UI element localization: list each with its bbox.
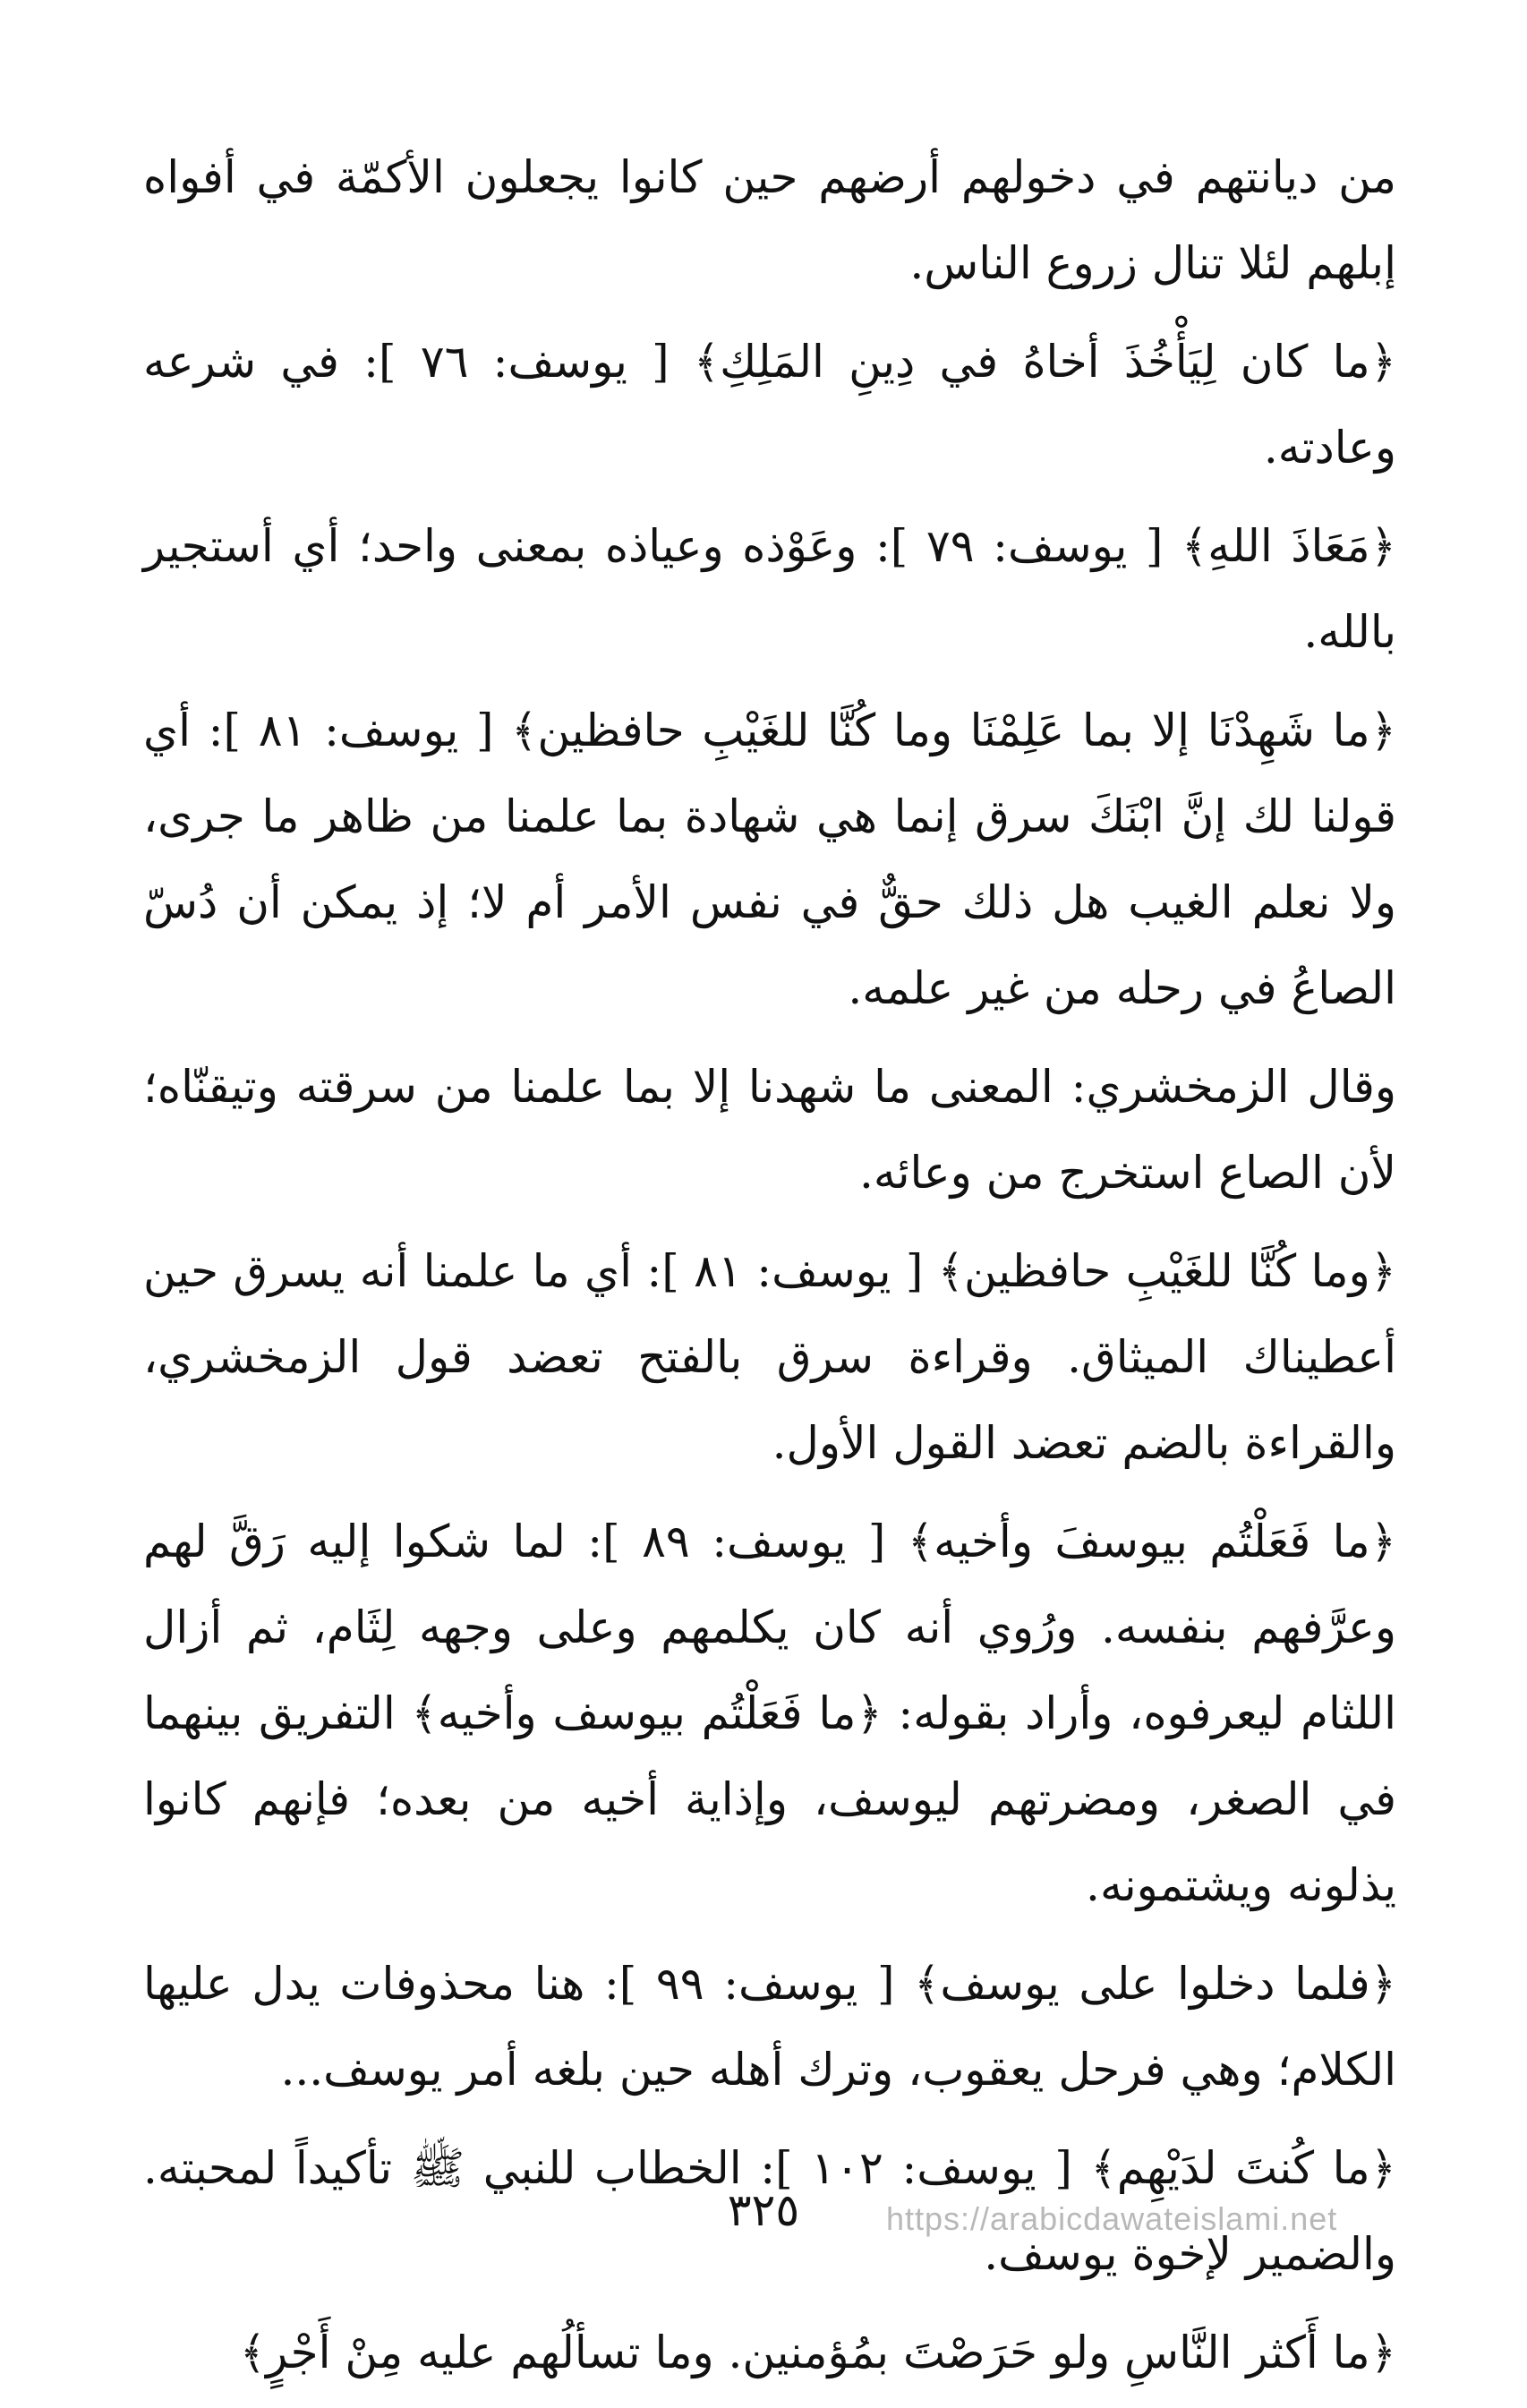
paragraph-9: ﴿ما كُنتَ لدَيْهِم﴾ [ يوسف: ١٠٢ ]: الخطاب للنبي ﷺ تأكيداً لمحبته. والضمير لإخوة يوسف.	[143, 2142, 1396, 2280]
page-number: ٣٢٥	[727, 2184, 800, 2236]
paragraph-1: من ديانتهم في دخولهم أرضهم حين كانوا يجعلون الأكمّة في أفواه إبلهم لئلا تنال زروع الناس.	[143, 151, 1396, 289]
paragraph-10: ﴿ما أَكثر النَّاسِ ولو حَرَصْتَ بمُؤمنين. وما تسألُهم عليه مِنْ أَجْرٍ﴾	[239, 2327, 1396, 2378]
paragraph-4: ﴿ما شَهِدْنَا إلا بما عَلِمْنَا وما كُنَّا للغَيْبِ حافظين﴾ [ يوسف: ٨١ ]: أي قولنا لك إنَّ ابْنَكَ سرق إنما هي شهادة بما علمنا من ظاهر ما جرى، ولا نعلم الغيب هل ذلك حقٌّ في نفس الأمر أم لا؛ إذ يمكن أن دُسّ الصاعُ في رحله من غير علمه.	[143, 704, 1397, 1014]
paragraph-6: ﴿وما كُنَّا للغَيْبِ حافظين﴾ [ يوسف: ٨١ ]: أي ما علمنا أنه يسرق حين أعطيناك الميثاق. وقراءة سرق بالفتح تعضد قول الزمخشري، والقراءة بالضم تعضد القول الأول.	[143, 1245, 1397, 1469]
paragraph-7: ﴿ما فَعَلْتُم بيوسفَ وأخيه﴾ [ يوسف: ٨٩ ]: لما شكوا إليه رَقَّ لهم وعرَّفهم بنفسه. ورُوي أنه كان يكلمهم وعلى وجهه لِثَام، ثم أزال اللثام ليعرفوه، وأراد بقوله: ﴿ما فَعَلْتُم بيوسف وأخيه﴾ التفريق بينهما في الصغر، ومضرتهم ليوسف، وإذاية أخيه من بعده؛ فإنهم كانوا يذلونه ويشتمونه.	[143, 1516, 1396, 1911]
paragraph-2: ﴿ما كان لِيَأْخُذَ أخاهُ في دِينِ المَلِكِ﴾ [ يوسف: ٧٦ ]: في شرعه وعادته.	[143, 336, 1396, 474]
watermark-url: https://arabicdawateislami.net	[886, 2200, 1338, 2237]
page-body-text	[143, 134, 1396, 2408]
paragraph-3: ﴿مَعَاذَ اللهِ﴾ [ يوسف: ٧٩ ]: وعَوْذه وعياذه بمعنى واحد؛ أي أستجير بالله.	[143, 520, 1396, 658]
paragraph-8: ﴿فلما دخلوا على يوسف﴾ [ يوسف: ٩٩ ]: هنا محذوفات يدل عليها الكلام؛ وهي فرحل يعقوب، وترك أهله حين بلغه أمر يوسف...	[143, 1958, 1396, 2096]
paragraph-5: وقال الزمخشري: المعنى ما شهدنا إلا بما علمنا من سرقته وتيقنّاه؛ لأن الصاع استخرج من وعائه.	[143, 1061, 1396, 1199]
